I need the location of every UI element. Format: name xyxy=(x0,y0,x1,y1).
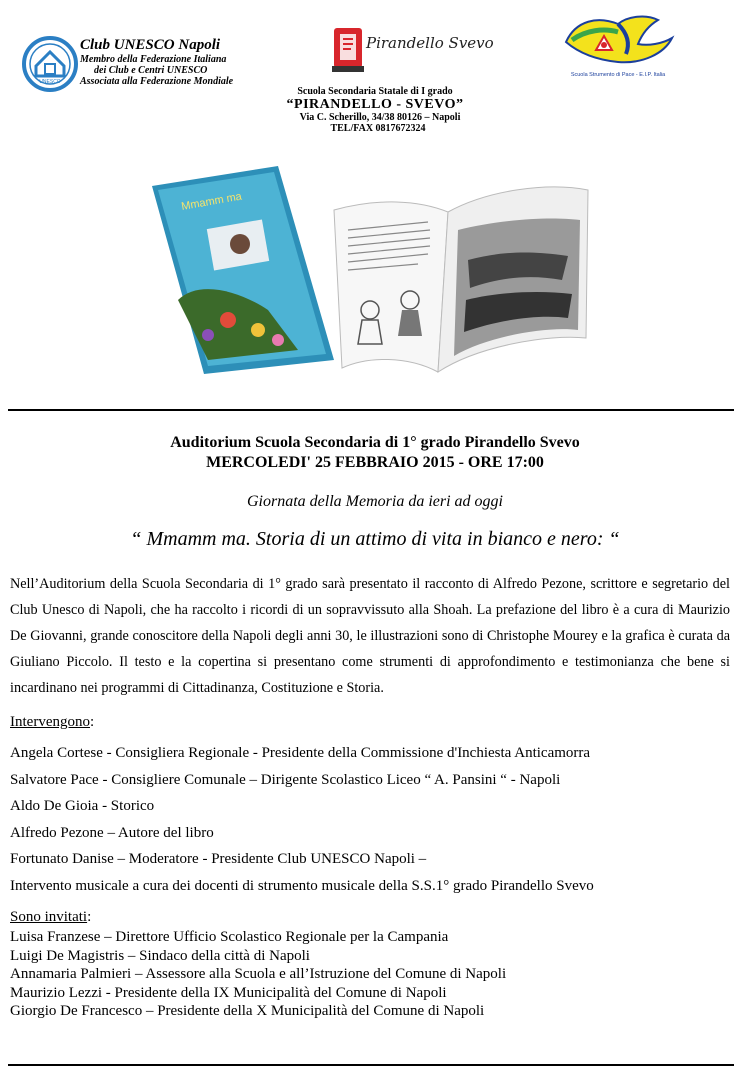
book-illustration xyxy=(148,160,608,380)
invited-heading-text: Sono invitati xyxy=(10,909,88,925)
event-venue: Auditorium Scuola Secondaria di 1° grado Pirandello Svevo xyxy=(170,434,580,451)
speakers-heading-text: Intervengono xyxy=(10,714,90,730)
event-book-title: “ Mmamm ma. Storia di un attimo di vita in bianco e nero: “ xyxy=(130,528,620,550)
unesco-club-line-1: Membro della Federazione Italiana xyxy=(80,54,227,65)
book-cover-title: Mmamm ma xyxy=(180,190,243,213)
invited-item: Maurizio Lezzi - Presidente della IX Municipalità del Comune di Napoli xyxy=(10,984,447,1001)
invited-item: Giorgio De Francesco – Presidente della X Municipalità del Comune di Napoli xyxy=(10,1003,485,1019)
unesco-club-line-3: Associata alla Federazione Mondiale xyxy=(80,76,234,87)
speakers-heading: Intervengono: xyxy=(10,714,95,730)
top-divider xyxy=(8,409,734,411)
school-name: “PIRANDELLO - SVEVO” xyxy=(286,97,464,112)
unesco-logo-label: UNESCO xyxy=(39,79,61,85)
pirandello-logo-text: Pirandello Svevo xyxy=(366,34,494,52)
invited-item: Luisa Franzese – Direttore Ufficio Scolastico Regionale per la Campania xyxy=(10,929,449,945)
unesco-club-header xyxy=(80,37,233,87)
speaker-item: Salvatore Pace - Consigliere Comunale – Dirigente Scolastico Liceo “ A. Pansini “ - Napoli xyxy=(10,771,561,788)
speaker-item: Intervento musicale a cura dei docenti di strumento musicale della S.S.1° grado Pirandello Svevo xyxy=(10,877,594,894)
invited-item: Luigi De Magistris – Sindaco della città di Napoli xyxy=(10,947,310,964)
speaker-item: Alfredo Pezone – Autore del libro xyxy=(10,824,214,841)
school-type: Scuola Secondaria Statale di I grado xyxy=(297,86,453,97)
school-address: Via C. Scherillo, 34/38 80126 – Napoli xyxy=(299,112,461,123)
event-subtitle: Giornata della Memoria da ieri ad oggi xyxy=(247,493,503,510)
speaker-item: Fortunato Danise – Moderatore - Presidente Club UNESCO Napoli – xyxy=(10,851,427,867)
unesco-club-title: Club UNESCO Napoli xyxy=(80,37,221,53)
peace-dove-logo-icon xyxy=(558,10,678,80)
speaker-item: Aldo De Gioia - Storico xyxy=(10,798,155,814)
speakers-list xyxy=(10,740,740,899)
invited-item: Annamaria Palmieri – Assessore alla Scuola e all’Istruzione del Comune di Napoli xyxy=(10,966,507,982)
event-description: Nell’Auditorium della Scuola Secondaria di 1° grado sarà presentato il racconto di Alfredo Pezone, scrittore e segretario del Club Unesco di Napoli, che ha raccolto i ricordi di un sopravvissuto alla Shoah. La prefazione del libro è a cura di Maurizio De Giovanni, grande conoscitore della Napoli degli anni 30, le illustrazioni sono di Christophe Mourey e la grafica è curata da Giuliano Piccolo. Il testo e la copertina si presentano come strumenti di approfondimento e testimonianza che bene si incardinano nei programmi di Cittadinanza, Costituzione e Storia. xyxy=(10,576,730,696)
school-phone: TEL/FAX 0817672324 xyxy=(330,123,426,134)
invited-heading: Sono invitati: xyxy=(10,909,92,925)
unesco-logo-icon xyxy=(22,36,78,92)
speaker-item: Angela Cortese - Consigliera Regionale - Presidente della Commissione d'Inchiesta Anticamorra xyxy=(10,745,591,761)
school-info-block xyxy=(250,86,500,134)
peace-logo-caption: Scuola Strumento di Pace - E.I.P. Italia xyxy=(570,72,666,78)
pirandello-svevo-logo-icon xyxy=(330,22,494,82)
event-date: MERCOLEDI' 25 FEBBRAIO 2015 - ORE 17:00 xyxy=(206,454,544,471)
invited-list xyxy=(10,928,740,1021)
bottom-divider xyxy=(8,1064,734,1066)
unesco-club-line-2: dei Club e Centri UNESCO xyxy=(94,65,208,76)
